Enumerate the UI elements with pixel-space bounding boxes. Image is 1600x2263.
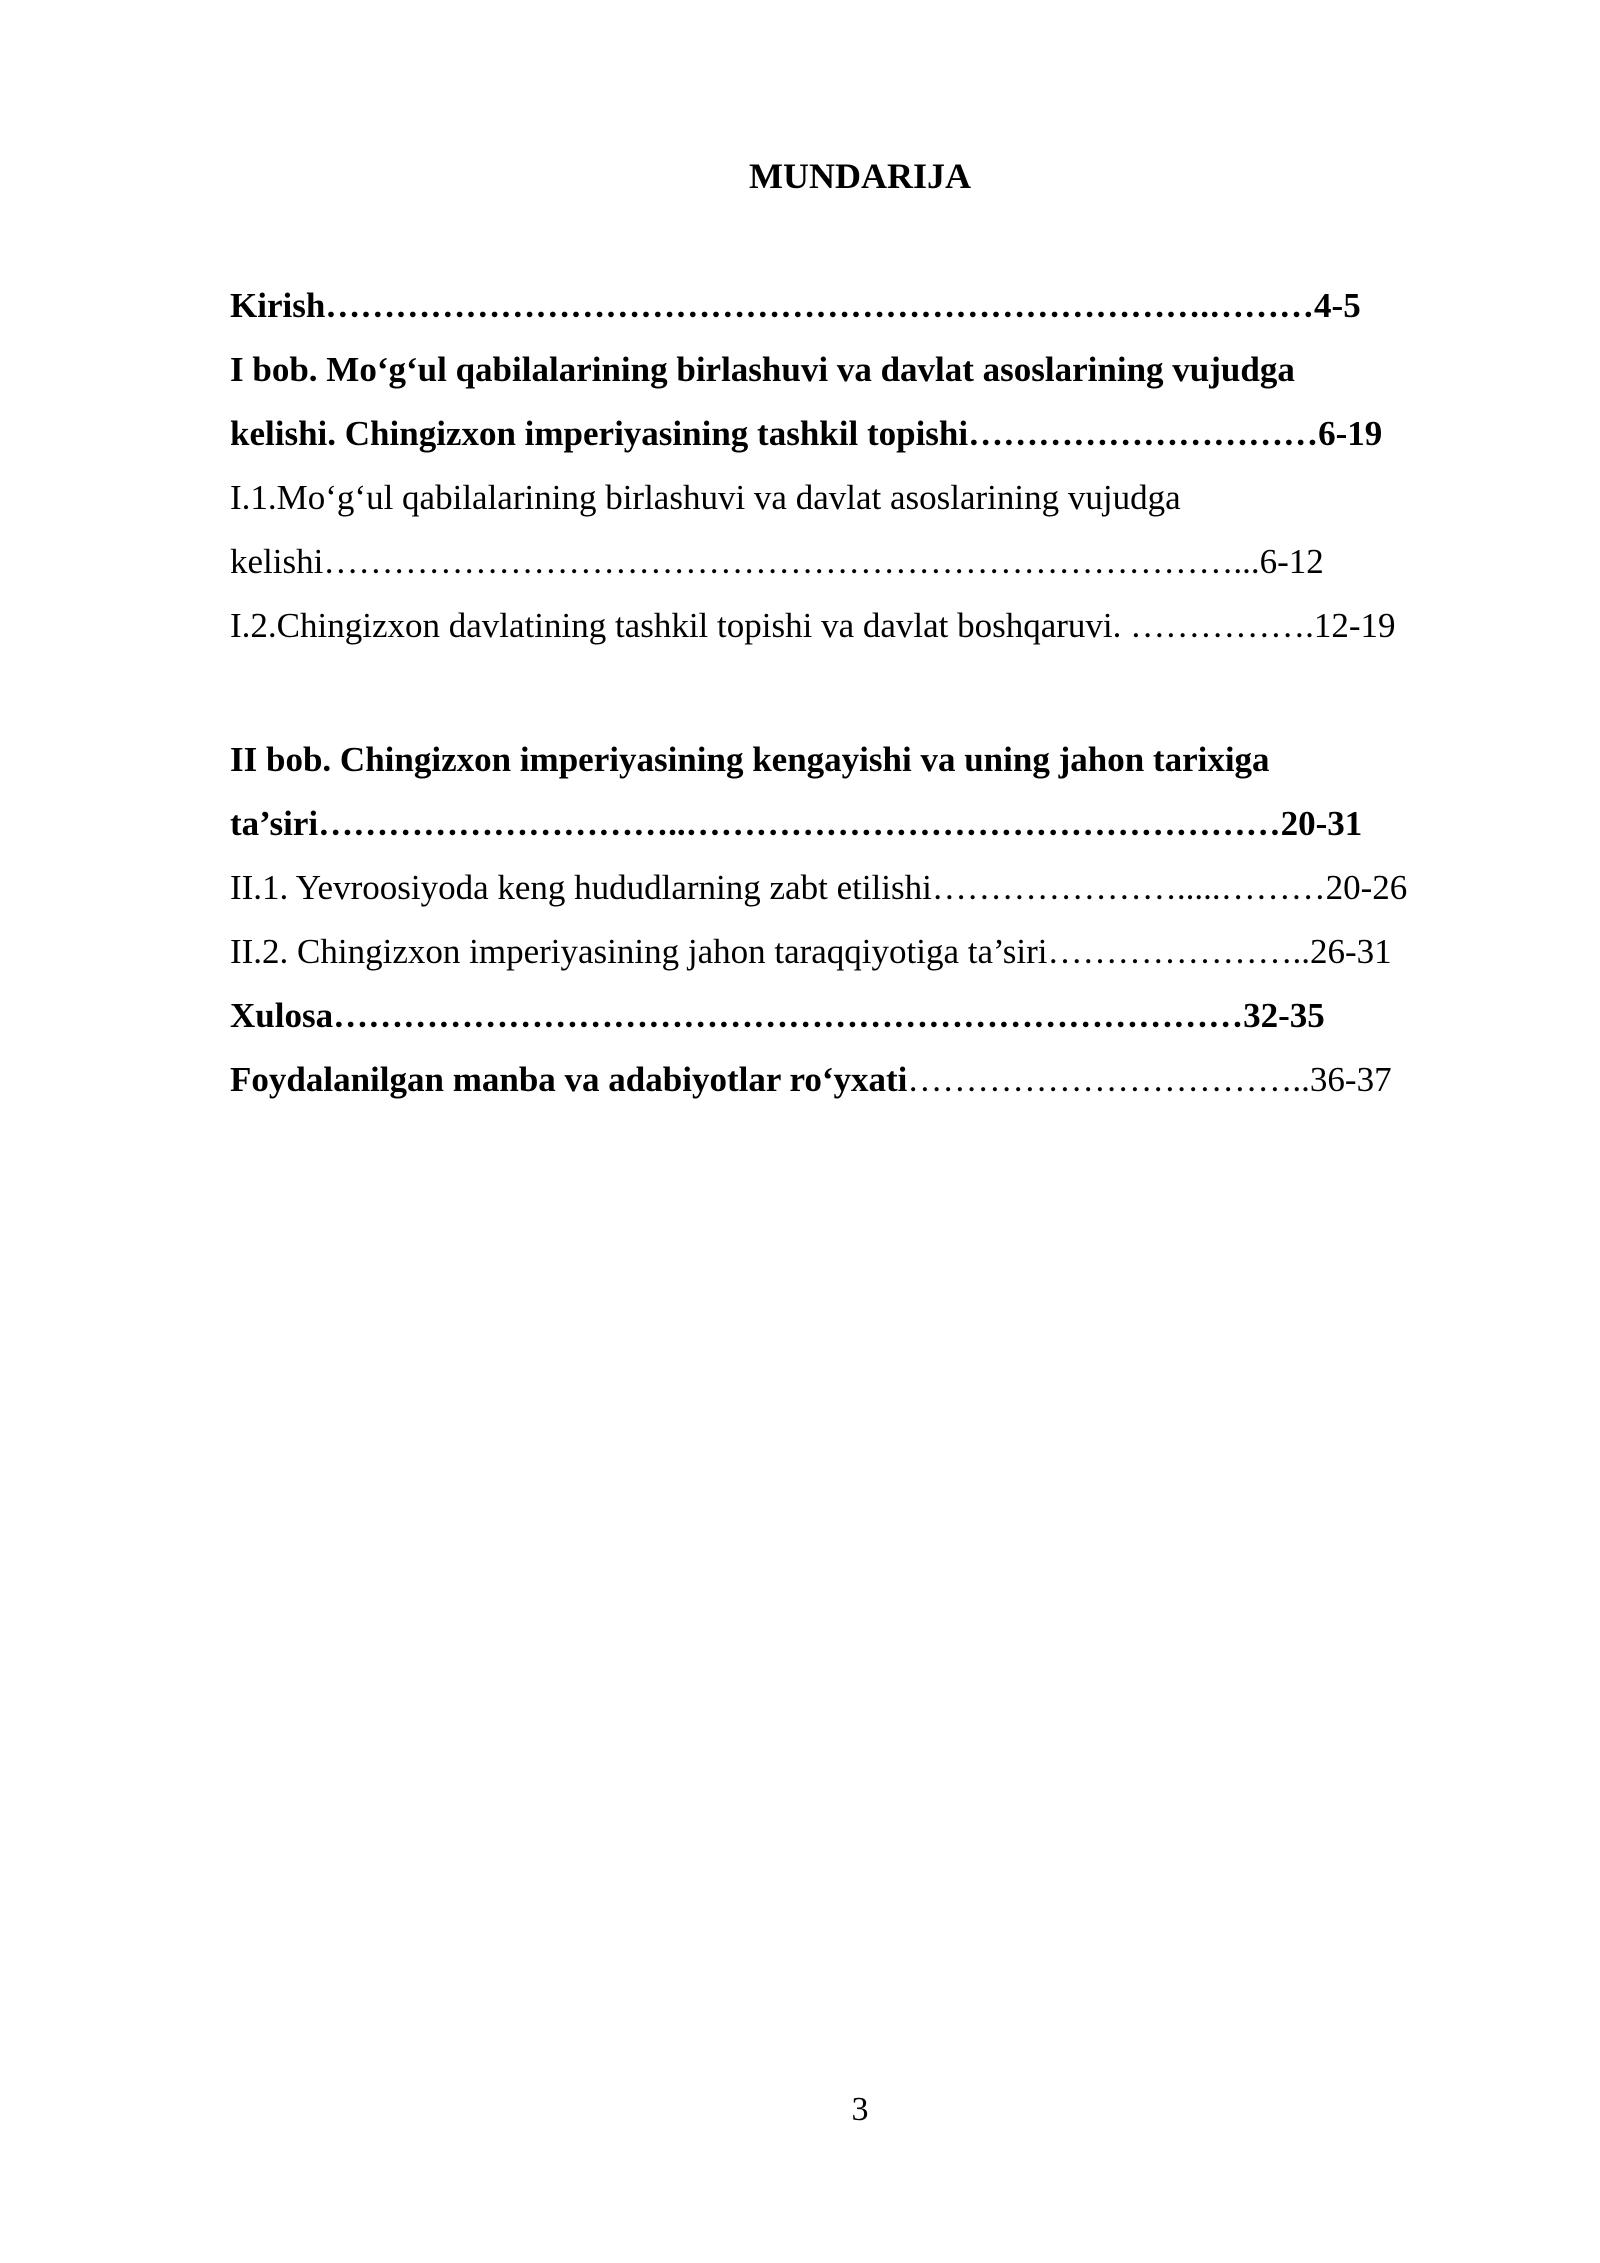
toc-entry-chapter1-line2: kelishi. Chingizxon imperiyasining tashkil topishi…………………………6-19 [230,414,1383,453]
toc-entry-kirish: Kirish………………………………………………………………….………4-5 [230,286,1361,325]
toc-entry-section-2-2: II.2. Chingizxon imperiyasining jahon taraqqiyotiga ta’siri…………………..26-31 [230,932,1392,971]
toc-entry-chapter2-line1: II bob. Chingizxon imperiyasining kengayishi va uning jahon tarixiga [230,740,1270,779]
toc-entry-chapter2-line2: ta’siri…………………………..……………………………………………20-31 [230,804,1363,843]
toc-entry-section-2-1: II.1. Yevroosiyoda keng hududlarning zabt etilishi………………….....………20-26 [230,868,1408,907]
toc-entry-chapter1-line1: I bob. Mo‘g‘ul qabilalarining birlashuvi va davlat asoslarining vujudga [230,350,1295,389]
page-number: 3 [851,2091,869,2128]
toc-entry-xulosa: Xulosa……………………………………………………………………32-35 [230,996,1325,1035]
toc-entry-foydalanilgan-pages: ……………………………..36-37 [907,1060,1392,1099]
toc-entry-section-1-1-line1: I.1.Mo‘g‘ul qabilalarining birlashuvi va davlat asoslarining vujudga [230,478,1181,517]
toc-entry-foydalanilgan-title: Foydalanilgan manba va adabiyotlar ro‘yxati [230,1060,908,1099]
toc-entry-section-1-2: I.2.Chingizxon davlatining tashkil topishi va davlat boshqaruvi. …………….12-19 [230,606,1396,645]
toc-entry-foydalanilgan [230,1054,1490,1106]
page-title: MUNDARIJA [749,156,971,196]
toc-entry-section-1-1-line2: kelishi……………………………………………………………………...6-12 [230,542,1324,581]
